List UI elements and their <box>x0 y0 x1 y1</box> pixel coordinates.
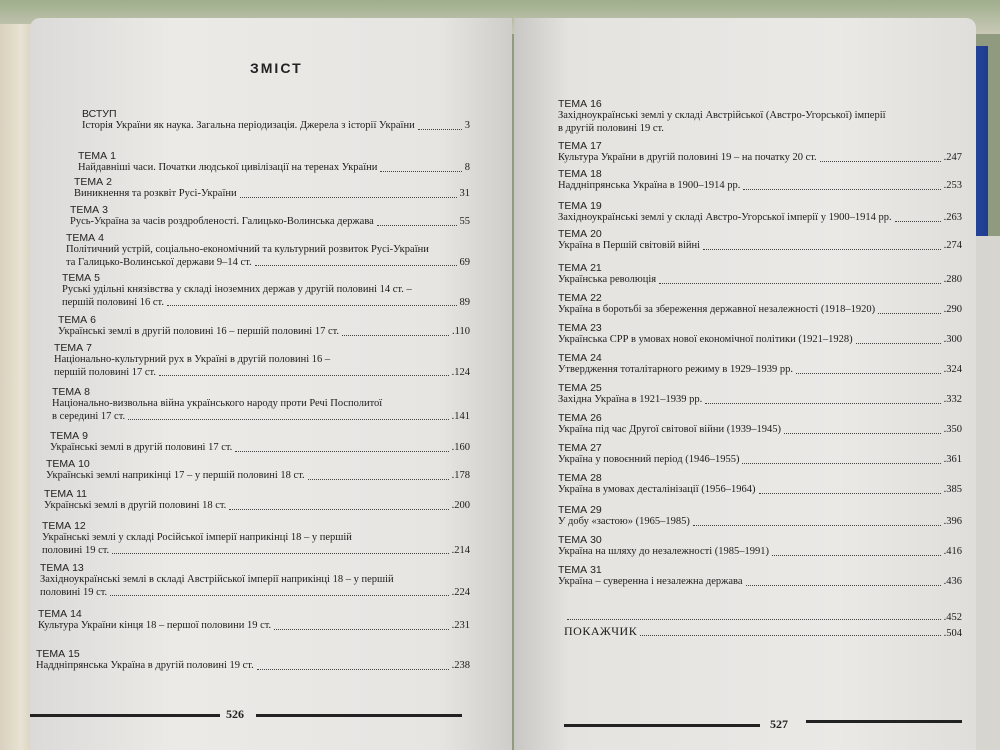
dot-leader <box>878 313 940 314</box>
toc-entry[interactable] <box>78 150 470 175</box>
toc-topic-label: ТЕМА 19 <box>558 200 602 212</box>
toc-title-line: Руські удільні князівства у складі іноземних держав у другій половині 14 ст. – <box>62 284 412 295</box>
toc-page-number: .178 <box>451 470 470 481</box>
toc-topic-label: ТЕМА 28 <box>558 472 602 484</box>
dot-leader <box>746 585 941 586</box>
toc-title-line: Україна – суверенна і незалежна держава <box>558 576 743 587</box>
toc-topic-label: ТЕМА 29 <box>558 504 602 516</box>
toc-title-line: половині 19 ст. <box>40 586 108 598</box>
dot-leader <box>240 197 457 198</box>
dot-leader <box>856 343 941 344</box>
toc-topic-label: ТЕМА 26 <box>558 412 602 424</box>
footer-rule-right <box>564 724 760 727</box>
toc-title-line: Україна у повоєнний період (1946–1955) <box>558 454 740 465</box>
toc-page-number: 8 <box>464 162 470 173</box>
toc-title-line: Українська СРР в умовах нової економічної політики (1921–1928) <box>558 334 853 345</box>
left-page <box>30 18 512 750</box>
dot-leader <box>703 249 941 250</box>
toc-page-number: .224 <box>451 586 470 598</box>
toc-page-number: .253 <box>943 180 962 191</box>
toc-topic-label: ТЕМА 22 <box>558 292 602 304</box>
toc-page-number: .263 <box>943 212 962 223</box>
toc-title-line: Утвердження тоталітарного режиму в 1929–1939 рр. <box>558 364 793 375</box>
toc-title-line: Українські землі в другій половині 18 ст. <box>44 500 227 511</box>
dot-leader <box>342 335 449 336</box>
dot-leader <box>796 373 941 374</box>
toc-title-line: першій половині 17 ст. <box>54 366 156 378</box>
toc-title-line: Українські землі наприкінці 17 – у першій половині 18 ст. <box>46 470 305 481</box>
toc-title-line: Західноукраїнські землі в складі Австрійської імперії наприкінці 18 – у першій <box>40 574 394 585</box>
toc-entry[interactable] <box>44 488 470 513</box>
toc-title-line: Україна під час Другої світової війни (1939–1945) <box>558 424 781 435</box>
toc-page-number: .452 <box>943 612 962 623</box>
toc-entry[interactable] <box>558 472 962 497</box>
toc-page-number: .110 <box>452 326 470 337</box>
toc-page-number: .416 <box>943 546 962 557</box>
dot-leader <box>693 525 941 526</box>
toc-topic-label: ТЕМА 12 <box>42 520 86 532</box>
toc-entry[interactable] <box>558 200 962 225</box>
toc-title-line: Українські землі в другій половині 16 – першій половині 17 ст. <box>58 326 340 337</box>
toc-topic-label: ТЕМА 16 <box>558 98 602 110</box>
dot-leader <box>274 629 448 630</box>
toc-page-number: 89 <box>459 296 470 308</box>
toc-entry[interactable] <box>42 520 470 557</box>
toc-entry[interactable] <box>558 168 962 193</box>
toc-index-entry[interactable] <box>564 624 962 639</box>
toc-entry[interactable] <box>558 504 962 529</box>
dot-leader <box>820 161 941 162</box>
toc-title-line: Національно-культурний рух в Україні в другій половині 16 – <box>54 354 331 365</box>
toc-entry[interactable] <box>58 314 470 339</box>
page-number-left: 526 <box>226 707 244 721</box>
toc-title-line: Наддніпрянська Україна в 1900–1914 рр. <box>558 180 741 191</box>
toc-title-line: Україна в Першій світовій війні <box>558 240 701 251</box>
index-page-number: .504 <box>943 628 962 639</box>
dot-leader <box>743 189 940 190</box>
toc-page-number: .300 <box>943 334 962 345</box>
dot-leader <box>742 463 940 464</box>
dot-leader <box>895 221 941 222</box>
toc-title-line: половині 19 ст. <box>42 544 110 556</box>
footer-rule-right-2 <box>806 720 962 723</box>
toc-page-number: .396 <box>943 516 962 527</box>
table-surface <box>976 236 1000 750</box>
toc-title-line: Україна в умовах десталінізації (1956–1964) <box>558 484 756 495</box>
dot-leader <box>418 129 462 130</box>
toc-topic-label: ТЕМА 2 <box>74 176 112 188</box>
toc-title-line: Національно-визвольна війна українського народу проти Речі Посполитої <box>52 398 383 409</box>
toc-entry[interactable] <box>62 272 470 309</box>
toc-title-line: Українська революція <box>558 274 657 285</box>
toc-page-number: .124 <box>451 366 470 378</box>
toc-entry[interactable] <box>558 262 962 287</box>
toc-title-line: Західноукраїнські землі у складі Австро-Угорської імперії у 1900–1914 рр. <box>558 212 892 223</box>
footer-rule-left <box>30 714 220 717</box>
toc-title-line: Україна на шляху до незалежності (1985–1991) <box>558 546 769 557</box>
toc-page-number: .160 <box>451 442 470 453</box>
toc-entry[interactable] <box>558 564 962 589</box>
toc-topic-label: ТЕМА 11 <box>44 488 87 500</box>
index-label: ПОКАЖЧИК <box>564 624 638 638</box>
toc-topic-label: ТЕМА 24 <box>558 352 602 364</box>
toc-entry[interactable] <box>36 648 470 673</box>
toc-title-line: Культура України в другій половині 19 – на початку 20 ст. <box>558 152 817 163</box>
toc-title-line: першій половині 16 ст. <box>62 296 164 308</box>
toc-topic-label: ТЕМА 25 <box>558 382 602 394</box>
toc-topic-label: ТЕМА 4 <box>66 232 104 244</box>
toc-entry[interactable] <box>66 232 470 269</box>
dot-leader <box>759 493 941 494</box>
toc-topic-label: ТЕМА 9 <box>50 430 88 442</box>
dot-leader <box>377 225 457 226</box>
dot-leader <box>380 171 461 172</box>
toc-topic-label: ТЕМА 13 <box>40 562 84 574</box>
toc-page-number: 55 <box>459 216 470 227</box>
toc-entry[interactable] <box>558 442 962 467</box>
footer-rule-left-2 <box>256 714 462 717</box>
toc-title-line: в середині 17 ст. <box>52 410 126 422</box>
toc-topic-label: ТЕМА 14 <box>38 608 82 620</box>
toc-page-number: .385 <box>943 484 962 495</box>
toc-topic-label: ТЕМА 20 <box>558 228 602 240</box>
dot-leader <box>255 265 457 266</box>
dot-leader <box>235 451 448 452</box>
dot-leader <box>167 305 457 306</box>
dot-leader <box>772 555 941 556</box>
toc-page-number: .324 <box>943 364 962 375</box>
toc-topic-label: ТЕМА 31 <box>558 564 602 576</box>
toc-topic-label: ТЕМА 21 <box>558 262 602 274</box>
contents-title: ЗМІСТ <box>250 60 303 76</box>
dot-leader <box>567 619 941 620</box>
toc-entry[interactable] <box>40 562 470 599</box>
toc-entry[interactable] <box>558 412 962 437</box>
toc-topic-label: ВСТУП <box>82 108 117 120</box>
toc-page-number: .361 <box>943 454 962 465</box>
dot-leader <box>308 479 449 480</box>
toc-topic-label: ТЕМА 30 <box>558 534 602 546</box>
toc-topic-label: ТЕМА 7 <box>54 342 92 354</box>
toc-page-number: .332 <box>943 394 962 405</box>
toc-entry[interactable] <box>558 228 962 253</box>
toc-page-number: .274 <box>943 240 962 251</box>
toc-page-number: .231 <box>451 620 470 631</box>
toc-entry[interactable] <box>54 342 470 379</box>
toc-title-line: Українські землі у складі Російської імперії наприкінці 18 – у першій <box>42 532 352 543</box>
toc-title-line: в другій половині 19 ст. <box>558 122 664 134</box>
toc-entry[interactable] <box>558 140 962 165</box>
toc-title-line: Українські землі в другій половині 17 ст. <box>50 442 233 453</box>
toc-entry[interactable] <box>558 352 962 377</box>
toc-title-line: Виникнення та розквіт Русі-України <box>74 188 237 199</box>
toc-page-number: .290 <box>943 304 962 315</box>
toc-title-line: Русь-Україна за часів роздробленості. Галицько-Волинська держава <box>70 216 374 227</box>
toc-topic-label: ТЕМА 23 <box>558 322 602 334</box>
dot-leader <box>784 433 941 434</box>
toc-page-number: 69 <box>459 256 470 268</box>
page-number-right: 527 <box>770 717 788 731</box>
toc-entry[interactable] <box>558 382 962 407</box>
toc-page-number: .350 <box>943 424 962 435</box>
toc-topic-label: ТЕМА 17 <box>558 140 602 152</box>
toc-page-number: .280 <box>943 274 962 285</box>
toc-topic-label: ТЕМА 1 <box>78 150 116 162</box>
toc-page-number: .247 <box>943 152 962 163</box>
dot-leader <box>159 375 449 376</box>
toc-entry[interactable] <box>50 430 470 455</box>
toc-title-line: Політичний устрій, соціально-економічний та культурний розвиток Русі-України <box>66 244 429 255</box>
toc-page-number: 3 <box>464 120 470 131</box>
dot-leader <box>705 403 940 404</box>
dot-leader <box>640 635 940 636</box>
toc-title-line: Найдавніші часи. Початки людської цивілізації на теренах України <box>78 162 378 173</box>
toc-topic-label: ТЕМА 8 <box>52 386 90 398</box>
toc-entry[interactable] <box>558 98 962 135</box>
toc-topic-label: ТЕМА 6 <box>58 314 96 326</box>
right-page <box>514 18 976 750</box>
toc-entry[interactable] <box>38 608 470 633</box>
toc-title-line: Україна в боротьбі за збереження державної незалежності (1918–1920) <box>558 304 876 315</box>
toc-entry[interactable] <box>70 204 470 229</box>
toc-title-line: та Галицько-Волинської держави 9–14 ст. <box>66 256 252 268</box>
dot-leader <box>112 553 448 554</box>
toc-topic-label: ТЕМА 27 <box>558 442 602 454</box>
toc-title-line: Західна Україна в 1921–1939 рр. <box>558 394 703 405</box>
toc-title-line: Західноукраїнські землі у складі Австрійської (Австро-Угорської) імперії <box>558 110 886 121</box>
toc-topic-label: ТЕМА 5 <box>62 272 100 284</box>
dot-leader <box>659 283 941 284</box>
toc-page-number: .141 <box>451 410 470 422</box>
dot-leader <box>128 419 448 420</box>
toc-entry[interactable] <box>74 176 470 201</box>
toc-topic-label: ТЕМА 15 <box>36 648 80 660</box>
toc-topic-label: ТЕМА 10 <box>46 458 90 470</box>
toc-page-number: .200 <box>451 500 470 511</box>
dot-leader <box>229 509 448 510</box>
toc-topic-label: ТЕМА 3 <box>70 204 108 216</box>
toc-entry[interactable] <box>52 386 470 423</box>
toc-page-number: .436 <box>943 576 962 587</box>
toc-title-line: У добу «застою» (1965–1985) <box>558 516 690 527</box>
toc-topic-label: ТЕМА 18 <box>558 168 602 180</box>
toc-entry[interactable] <box>46 458 470 483</box>
toc-title-line: Культура України кінця 18 – першої половини 19 ст. <box>38 620 272 631</box>
toc-entry[interactable] <box>558 292 962 317</box>
toc-page-tail <box>564 612 962 623</box>
toc-title-line: Наддніпрянська Україна в другій половині 19 ст. <box>36 660 254 671</box>
toc-entry[interactable] <box>558 534 962 559</box>
toc-page-number: .214 <box>451 544 470 556</box>
dot-leader <box>257 669 449 670</box>
toc-page-number: .238 <box>451 660 470 671</box>
toc-page-number: 31 <box>459 188 470 199</box>
toc-entry[interactable] <box>558 322 962 347</box>
toc-title-line: Історія України як наука. Загальна періодизація. Джерела з історії України <box>82 120 415 131</box>
toc-entry[interactable] <box>82 108 470 133</box>
dot-leader <box>110 595 448 596</box>
